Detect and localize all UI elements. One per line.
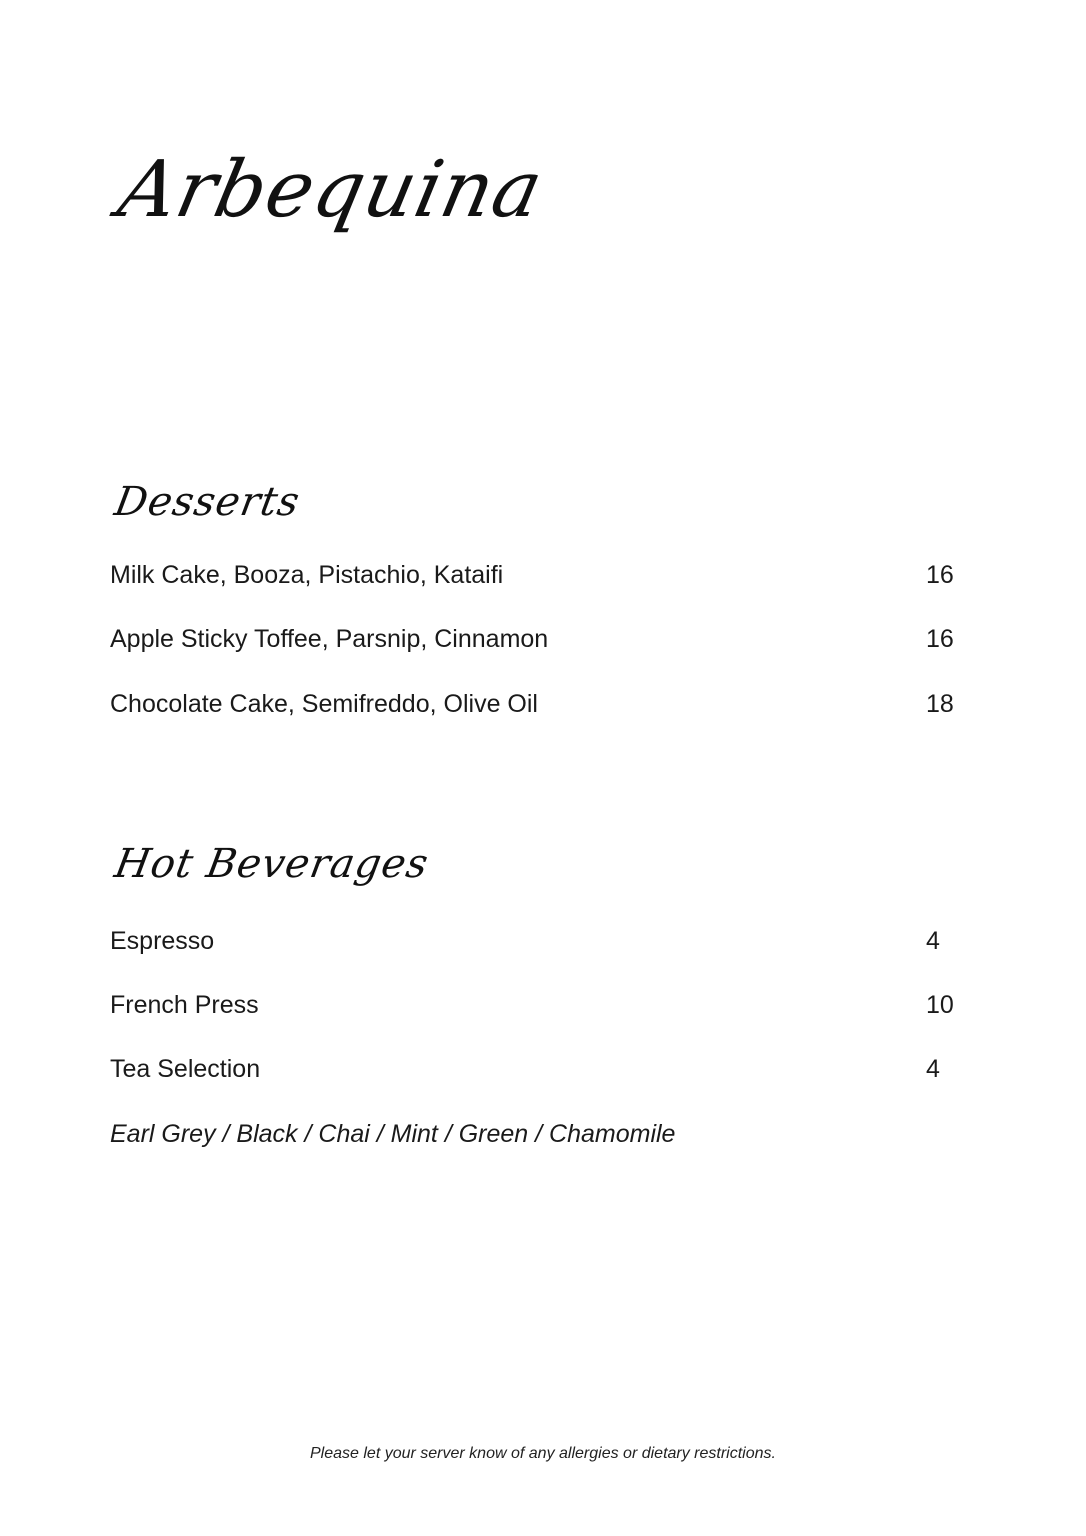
menu-item <box>110 555 955 595</box>
allergy-notice: Please let your server know of any allergies or dietary restrictions. <box>310 1445 776 1462</box>
menu-item <box>110 1049 955 1089</box>
menu-item-price: 4 <box>926 927 940 955</box>
menu-item-name: Chocolate Cake, Semifreddo, Olive Oil <box>110 690 538 718</box>
menu-item-name: Milk Cake, Booza, Pistachio, Kataifi <box>110 561 504 589</box>
tea-selection-note: Earl Grey / Black / Chai / Mint / Green / Chamomile <box>110 1120 676 1148</box>
menu-item <box>110 684 955 724</box>
restaurant-logo: Arbequina <box>111 145 551 235</box>
section-title-desserts: Desserts <box>111 479 304 525</box>
menu-item-name: Apple Sticky Toffee, Parsnip, Cinnamon <box>110 625 549 653</box>
menu-item <box>110 985 955 1025</box>
menu-item-name: French Press <box>110 991 259 1019</box>
menu-item-price: 16 <box>926 625 954 653</box>
menu-item <box>110 619 955 659</box>
section-title-hot-beverages: Hot Beverages <box>111 841 433 887</box>
menu-item-price: 4 <box>926 1055 940 1083</box>
menu-item-name: Tea Selection <box>110 1055 261 1083</box>
menu-item-name: Espresso <box>110 927 215 955</box>
menu-item-price: 16 <box>926 561 954 589</box>
menu-item <box>110 921 955 961</box>
menu-item-price: 10 <box>926 991 954 1019</box>
menu-item-price: 18 <box>926 690 954 718</box>
